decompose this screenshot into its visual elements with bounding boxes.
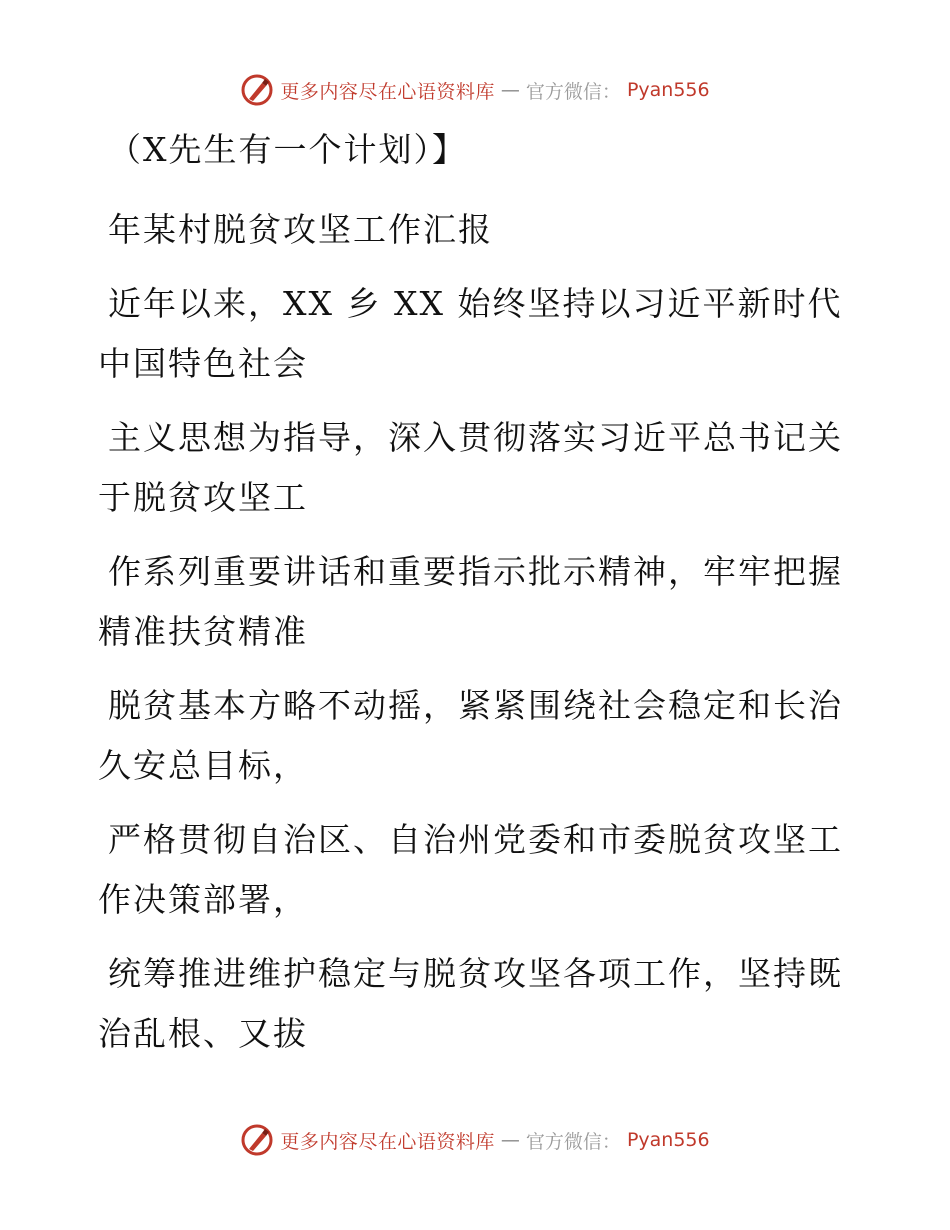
paragraph-8: 统筹推进维护稳定与脱贫攻坚各项工作，坚持既治乱根、又拔: [98, 954, 843, 1053]
watermark-wechat-id: Pyan556: [626, 1129, 710, 1151]
paragraph-title: 年某村脱贫攻坚工作汇报: [108, 210, 493, 249]
paragraph-1: （X先生有一个计划）】: [108, 130, 467, 169]
paragraph-3: 近年以来，XX 乡 XX 始终坚持以习近平新时代中国特色社会: [98, 284, 843, 383]
watermark-dash: —: [500, 79, 520, 101]
paragraph-6: 脱贫基本方略不动摇，紧紧围绕社会稳定和长治久安总目标，: [98, 686, 843, 785]
paragraph-4: 主义思想为指导，深入贯彻落实习近平总书记关于脱贫攻坚工: [98, 418, 843, 517]
watermark-text: 更多内容尽在心语资料库: [280, 80, 495, 103]
watermark-wechat-id: Pyan556: [626, 79, 710, 101]
watermark-dash: —: [500, 1129, 520, 1151]
paragraph-7: 严格贯彻自治区、自治州党委和市委脱贫攻坚工作决策部署，: [98, 820, 843, 919]
document-body: [98, 120, 848, 1078]
paragraph-5: 作系列重要讲话和重要指示批示精神，牢牢把握精准扶贫精准: [98, 552, 843, 651]
watermark-text: 更多内容尽在心语资料库: [280, 1130, 495, 1153]
watermark-wechat-label: 官方微信：: [525, 1130, 621, 1153]
header-watermark: [0, 70, 950, 110]
footer-watermark: [0, 1120, 950, 1160]
pen-logo-icon: [240, 1123, 274, 1157]
pen-logo-icon: [240, 73, 274, 107]
watermark-wechat-label: 官方微信：: [525, 80, 621, 103]
